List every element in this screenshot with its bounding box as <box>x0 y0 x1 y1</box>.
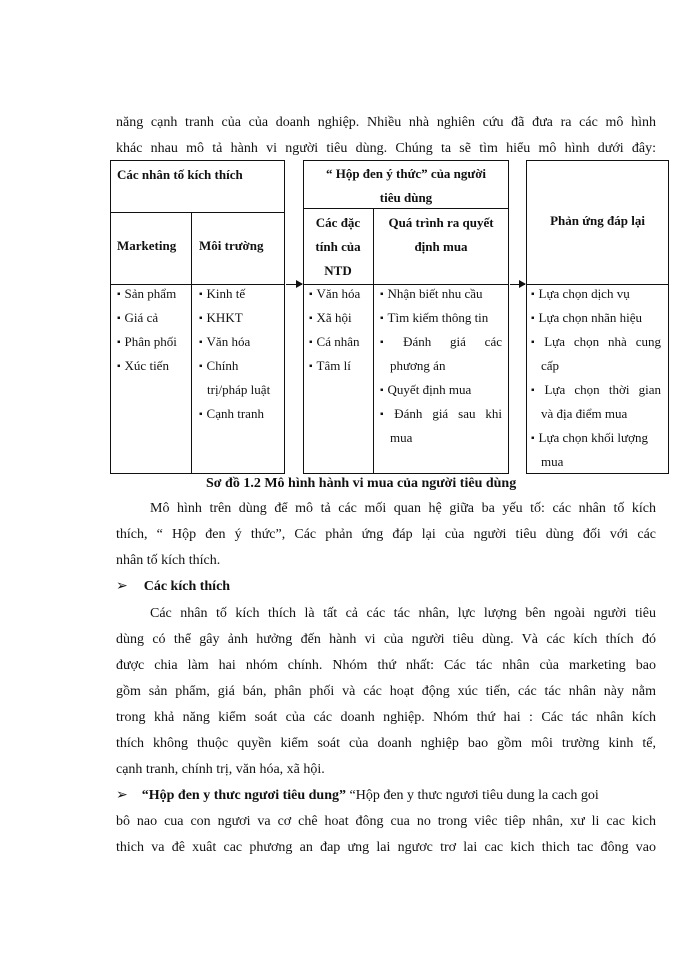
environment-item-cont: trị/pháp luật <box>207 382 271 397</box>
response-item-cont: mua <box>541 454 564 469</box>
arrow-right-icon <box>510 284 525 285</box>
stimuli-title: Các nhân tố kích thích <box>117 167 243 182</box>
process-item: ▪ Đánh giá sau khi <box>380 402 502 428</box>
section-heading-stimuli: ➢ Các kích thích <box>116 579 231 594</box>
arrowhead-bullet-icon: ➢ <box>116 788 128 803</box>
process-item: ▪ Đánh giá các <box>380 330 502 356</box>
traits-header: tính của <box>315 239 361 254</box>
paragraph-line: Mô hình trên dùng để mô tả các mối quan hệ giữa ba yếu tố: các nhân tố kích <box>150 501 656 516</box>
response-item: ▪ Lựa chọn nhãn hiệu <box>531 306 642 332</box>
traits-header: Các đặc <box>315 215 361 230</box>
black-box-title: “ Hộp đen ý thức” của người <box>325 166 487 181</box>
arrowhead-bullet-icon: ➢ <box>116 579 128 594</box>
trait-item: ▪ Tâm lí <box>309 354 351 380</box>
environment-item: ▪ Kinh tế <box>199 282 245 308</box>
paragraph-line: được chia làm hai nhóm chính. Nhóm thứ nhất: Các tác nhân của marketing bao <box>116 658 656 673</box>
process-header: định mua <box>414 239 468 254</box>
response-item-cont: cấp <box>541 358 560 373</box>
trait-item: ▪ Văn hóa <box>309 282 360 308</box>
process-item-cont: mua <box>390 430 413 445</box>
response-item: ▪ Lựa chọn khối lượng <box>531 426 648 452</box>
arrow-right-icon <box>286 284 302 285</box>
process-item-cont: phương án <box>390 358 446 373</box>
paragraph-line: thích, “ Hộp đen ý thức”, Các phản ứng đáp lại của người tiêu dùng đối với các <box>116 527 656 542</box>
response-item: ▪ Lựa chọn dịch vụ <box>531 282 630 308</box>
paragraph-line: nhân tố kích thích. <box>116 553 221 568</box>
environment-item: ▪ KHKT <box>199 306 243 332</box>
black-box-title-2: tiêu dùng <box>379 190 433 205</box>
paragraph-line: thich va đê xuât cac phương an đap ưng lai ngươc trơ lai cac kich thich tac đông vao <box>116 840 656 855</box>
paragraph-line: Các nhân tố kích thích là tất cả các tác nhân, lực lượng bên ngoài người tiêu <box>150 606 656 621</box>
diagram-caption: Sơ đồ 1.2 Mô hình hành vi mua của người tiêu dùng <box>206 476 517 491</box>
response-title: Phản ứng đáp lại <box>550 213 645 228</box>
marketing-header: Marketing <box>117 238 177 253</box>
traits-header: NTD <box>324 263 352 278</box>
marketing-item: ▪ Xúc tiến <box>117 354 169 380</box>
paragraph-line: thích không thuộc quyền kiểm soát của doanh nghiệp bao gồm môi trường kinh tế, <box>116 736 656 751</box>
section-heading-black-box: ➢ “Hộp đen y thưc ngươi tiêu dung” “Hộp đen y thưc ngươi tiêu dung la cach goi <box>116 788 599 803</box>
trait-item: ▪ Xã hội <box>309 306 352 332</box>
paragraph-line: trong khả năng kiểm soát của các doanh nghiệp. Nhóm thứ hai : Các tác nhân kích <box>116 710 656 725</box>
process-item: ▪ Tìm kiếm thông tin <box>380 306 488 332</box>
process-item: ▪ Nhận biết nhu cầu <box>380 282 483 308</box>
environment-item: ▪ Chính <box>199 354 238 380</box>
paragraph-line: gồm sản phẩm, giá bán, phân phối và các hoạt động xúc tiến, các tác nhân này nằm <box>116 684 656 699</box>
response-item: ▪ Lựa chọn thời gian <box>531 378 661 404</box>
intro-line-1: năng cạnh tranh của của doanh nghiệp. Nhiều nhà nghiên cứu đã đưa ra các mô hình <box>116 115 656 130</box>
paragraph-line: bô nao cua con ngươi va cơ chê hoat đông cua no trong viêc tiêp nhân, xư li cac kich <box>116 814 656 829</box>
paragraph-line: cạnh tranh, chính trị, văn hóa, xã hội. <box>116 762 325 777</box>
response-item: ▪ Lựa chọn nhà cung <box>531 330 661 356</box>
environment-item: ▪ Cạnh tranh <box>199 402 264 428</box>
trait-item: ▪ Cá nhân <box>309 330 360 356</box>
paragraph-line: dùng có thể gây ảnh hưởng đến hành vi của người tiêu dùng. Và các kích thích đó <box>116 632 656 647</box>
marketing-item: ▪ Giá cả <box>117 306 158 332</box>
environment-header: Môi trường <box>199 238 264 253</box>
process-header: Quá trình ra quyết <box>388 215 494 230</box>
process-item: ▪ Quyết định mua <box>380 378 471 404</box>
marketing-item: ▪ Phân phối <box>117 330 177 356</box>
marketing-item: ▪ Sản phẩm <box>117 282 176 308</box>
environment-item: ▪ Văn hóa <box>199 330 250 356</box>
response-item-cont: và địa điểm mua <box>541 406 628 421</box>
intro-line-2: khác nhau mô tả hành vi người tiêu dùng. Chúng ta sẽ tìm hiểu mô hình dưới đây: <box>116 141 656 156</box>
